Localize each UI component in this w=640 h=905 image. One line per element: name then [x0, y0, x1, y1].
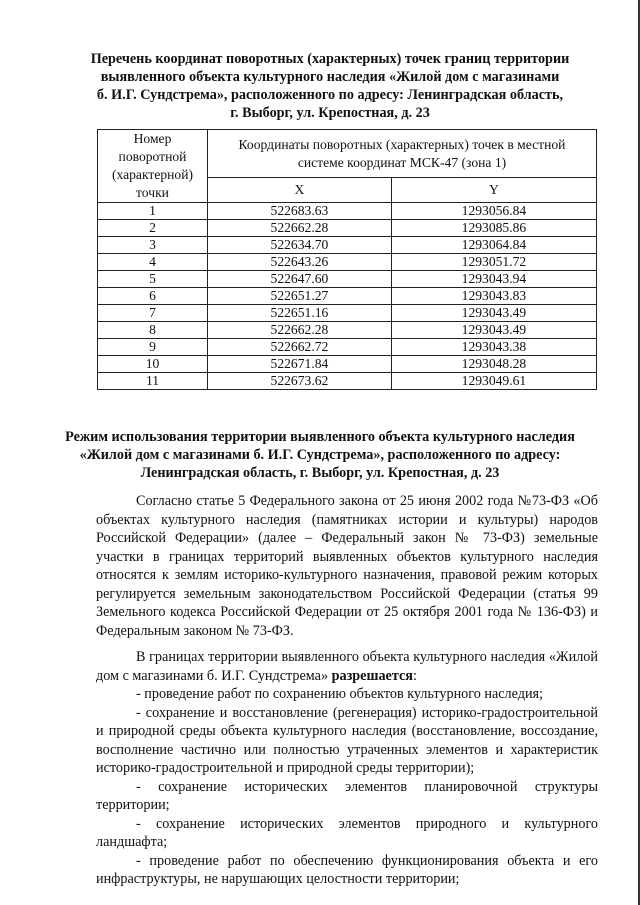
- heading-line: г. Выборг, ул. Крепостная, д. 23: [230, 105, 430, 121]
- table-row: [98, 288, 597, 305]
- permitted-item: - сохранение исторических элементов природного и культурного ландшафта;: [96, 815, 598, 850]
- heading-line: Перечень координат поворотных (характерных) точек границ территории: [90, 51, 570, 67]
- y-coordinate-cell: 1293049.61: [391, 373, 596, 390]
- y-coordinate-cell: 1293043.38: [391, 339, 596, 356]
- point-number-cell: 8: [98, 322, 208, 339]
- coordinates-table: [97, 129, 597, 390]
- x-coordinate-cell: 522647.60: [208, 271, 392, 288]
- x-coordinate-cell: 522683.63: [208, 203, 392, 220]
- y-coordinate-cell: 1293048.28: [391, 356, 596, 373]
- y-coordinate-cell: 1293043.49: [391, 322, 596, 339]
- coordinates-header: Координаты поворотных (характерных) точек в местной системе координат МСК-47 (зона 1): [208, 130, 597, 178]
- point-number-cell: 1: [98, 203, 208, 220]
- permitted-item: - проведение работ по сохранению объектов культурного наследия;: [136, 686, 544, 702]
- table-row: [98, 356, 597, 373]
- table-row: [98, 339, 597, 356]
- x-coordinate-cell: 522662.28: [208, 220, 392, 237]
- point-number-header: Номер поворотной (характерной) точки: [98, 130, 208, 203]
- y-coordinate-cell: 1293043.94: [391, 271, 596, 288]
- point-number-cell: 9: [98, 339, 208, 356]
- x-coordinate-cell: 522634.70: [208, 237, 392, 254]
- coordinates-list-heading: [60, 50, 600, 122]
- y-column-header: Y: [391, 178, 596, 203]
- point-number-cell: 10: [98, 356, 208, 373]
- point-number-cell: 7: [98, 305, 208, 322]
- permitted-item: - сохранение исторических элементов планировочной структуры территории;: [96, 778, 598, 813]
- point-number-cell: 4: [98, 254, 208, 271]
- point-number-cell: 6: [98, 288, 208, 305]
- table-row: [98, 305, 597, 322]
- point-number-cell: 3: [98, 237, 208, 254]
- point-number-cell: 5: [98, 271, 208, 288]
- x-column-header: X: [208, 178, 392, 203]
- permitted-lead: В границах территории выявленного объекта культурного наследия «Жилой дом с магазинами б. И.Г. Сундстрема» разрешается:: [96, 649, 598, 684]
- table-row: [98, 254, 597, 271]
- legal-basis-paragraph: Согласно статье 5 Федерального закона от 25 июня 2002 года №73-ФЗ «Об объектах культурного наследия (памятниках истории и культуры) народов Российской Федерации» (далее – Федеральный закон № 73-ФЗ) земельные участки в границах территорий выявленных объектов культурного наследия относятся к землям историко-культурного назначения, правовой режим которых регулируется земельным законодательством Российской Федерации (статья 99 Земельного кодекса Российской Федерации от 25 октября 2001 года № 136-ФЗ) и Федеральным законом № 73-ФЗ.: [96, 493, 598, 639]
- y-coordinate-cell: 1293056.84: [391, 203, 596, 220]
- table-row: [98, 203, 597, 220]
- heading-line: Режим использования территории выявленного объекта культурного наследия: [65, 429, 575, 445]
- table-row: [98, 271, 597, 288]
- table-row: [98, 220, 597, 237]
- y-coordinate-cell: 1293064.84: [391, 237, 596, 254]
- x-coordinate-cell: 522651.16: [208, 305, 392, 322]
- point-number-cell: 11: [98, 373, 208, 390]
- y-coordinate-cell: 1293043.83: [391, 288, 596, 305]
- usage-regime-heading: [56, 428, 584, 482]
- heading-line: б. И.Г. Сундстрема», расположенного по адресу: Ленинградская область,: [96, 87, 564, 103]
- x-coordinate-cell: 522662.72: [208, 339, 392, 356]
- x-coordinate-cell: 522673.62: [208, 373, 392, 390]
- permitted-item: - сохранение и восстановление (регенерация) историко-градостроительной и природной среды объекта культурного наследия (восстановление, воссоздание, восполнение частично или полностью утраченных элементов и характеристик историко-градостроительной и природной среды территории);: [96, 704, 598, 776]
- x-coordinate-cell: 522651.27: [208, 288, 392, 305]
- y-coordinate-cell: 1293085.86: [391, 220, 596, 237]
- heading-line: Ленинградская область, г. Выборг, ул. Крепостная, д. 23: [140, 465, 500, 481]
- table-row: [98, 373, 597, 390]
- table-row: [98, 237, 597, 254]
- heading-line: «Жилой дом с магазинами б. И.Г. Сундстрема», расположенного по адресу:: [79, 447, 561, 463]
- point-number-cell: 2: [98, 220, 208, 237]
- y-coordinate-cell: 1293051.72: [391, 254, 596, 271]
- permitted-item: - проведение работ по обеспечению функционирования объекта и его инфраструктуры, не нарушающих целостности территории;: [96, 852, 598, 887]
- permitted-keyword: разрешается: [331, 667, 413, 684]
- table-row: [98, 322, 597, 339]
- permitted-activities-section: [96, 648, 598, 889]
- x-coordinate-cell: 522643.26: [208, 254, 392, 271]
- y-coordinate-cell: 1293043.49: [391, 305, 596, 322]
- heading-line: выявленного объекта культурного наследия «Жилой дом с магазинами: [100, 69, 560, 85]
- x-coordinate-cell: 522662.28: [208, 322, 392, 339]
- x-coordinate-cell: 522671.84: [208, 356, 392, 373]
